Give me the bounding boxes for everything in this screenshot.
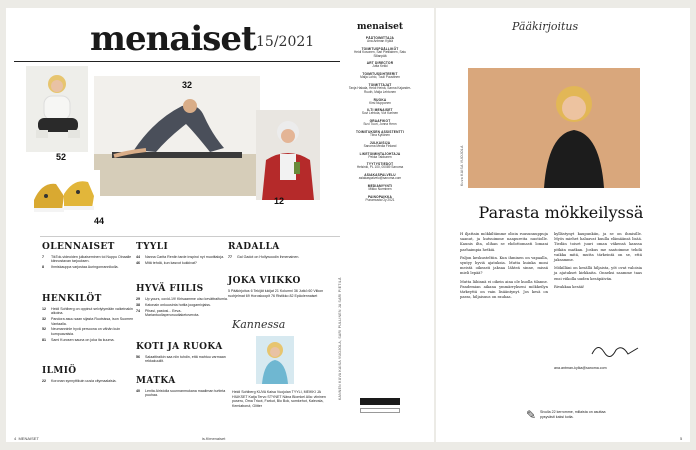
credit-block: TOIMITUKSEN ASSISTENTTI Tiina Kyllönen bbox=[356, 129, 404, 137]
section-title: OLENNAISET bbox=[42, 242, 115, 252]
section-title: ILMIÖ bbox=[42, 366, 77, 376]
photo-cover-heidi bbox=[256, 336, 294, 384]
publisher-logos bbox=[360, 398, 400, 413]
photo-yoga-stretch bbox=[94, 76, 260, 196]
vertical-photo-credit: KANNEN KUVA KAISA VUOJOLA, SARI PULLINEN JA SARI PIETILÄ bbox=[338, 277, 342, 400]
section-koti-ja-ruoka bbox=[136, 342, 232, 365]
list-item: 56 Salaattiraikin saa niin tuhdin, että mahtuu varmaan rekkakuuliit. bbox=[136, 355, 226, 364]
photo-woman-smiling bbox=[256, 110, 320, 200]
section-title: KOTI JA RUOKA bbox=[136, 342, 223, 352]
section-title: TYYLI bbox=[136, 242, 169, 252]
list-item: 77 Gal Gadot on Hollywoodin ihmenainen. bbox=[228, 255, 300, 259]
kannessa-credits: Heidi Sohlberg KUVA Kaisa Vuojolan TYYLI, MEIKKI JA HIUKSET Katja Tervo STYNET Näna Blomkel Alla: viininen puseru, Öma Tricot, Farkut, Blo Bok, somkehot, Kalevala, Kemiaborut, Glitter bbox=[232, 390, 326, 408]
list-item: 81 Sami Kurosen sauna on joka ita kuuma. bbox=[42, 337, 115, 342]
list-item: 44 Nanna Carita Renlin tarde inspiroi nyt muotitaloja. bbox=[136, 255, 225, 259]
masthead-credits bbox=[348, 22, 412, 206]
section-tyyli bbox=[136, 242, 232, 267]
masthead-rule bbox=[14, 61, 340, 62]
paragraph: kyllästynyt kaupunkiin, ja se on ihmisille. Myös miehet haluavat kuulla elämäänsä lisää. Tiedän toiset juuri oman väkensä kanssa pitkän matkan. Joskus me saatoimme tehdä vaikka mitä, mutta tärkeintä on se, että jaksamme. bbox=[554, 232, 642, 263]
credit-block: ART DIRECTOR Jutta Kekki bbox=[366, 61, 394, 69]
credit-block: RUOKA Kirsi Nupponen bbox=[369, 97, 391, 105]
editorial-script-title: Pääkirjoitus bbox=[512, 20, 579, 33]
paragraph: Rivakkaa kesää! bbox=[554, 284, 585, 289]
credit-block: PÄÄTOIMITTAJA Ana Antman Kylkä bbox=[365, 36, 395, 43]
list-item: 40 Lenita Airistolla suunnanmukana maailman turtinta puuhaa. bbox=[136, 389, 226, 398]
page-ref-44: 44 bbox=[94, 216, 105, 226]
section-olennaiset bbox=[42, 242, 138, 271]
teaser-text: Sivulla 22 kerromme, millaista on asuttaa pysyvästi kaksi kotia. bbox=[540, 410, 606, 419]
logo-badge bbox=[360, 398, 400, 405]
editor-email: ana.antman-kylka@sanoma.com bbox=[554, 366, 607, 370]
section-ilmio bbox=[42, 366, 138, 385]
credit-block: PAINOPAIKKA Punamusta Oy 2021 bbox=[365, 194, 395, 202]
page-ref-bubble-icon: ✎ bbox=[526, 408, 537, 422]
paragraph: Mökilläni on kesällä hiljaista, yöt ovat valoisia ja ajatukset kirkkaita. Onneksi saamme taas ensi viikolla uuden kesäpäivän. bbox=[554, 266, 642, 281]
credits-logo: menaiset bbox=[357, 22, 403, 32]
list-item: 38 Katonain onkuusinta hottia joogamixjaiss. bbox=[136, 302, 211, 307]
footer-url: is.fi/menaiset bbox=[202, 436, 226, 441]
section-radalla bbox=[228, 242, 334, 261]
photo-woman-sitting bbox=[26, 66, 88, 152]
paragraph: Paljon keskusteltiin. Kun ihminen on vapaalla, syntyy hyviä ajatuksia. Mutta kuinka moni meistä oikeasti jaksaa lähteä sinne, missä mieli lepää? bbox=[460, 255, 548, 276]
photo-editor-portrait bbox=[468, 68, 640, 188]
paragraph: H iljattain mökkiltämme olisin ruusunnuppuja saanut, ja kutsuimme naapureita nuotiolle. Kaunis ilta, olihan se ehdottomasti lomani parhaimpia hetkiä. bbox=[460, 232, 548, 252]
section-matka bbox=[136, 376, 232, 399]
credit-block: GRAAFIKOT Suvi Tuuri, Jonna Henn bbox=[363, 119, 397, 127]
page-number-right: 5 bbox=[680, 436, 683, 441]
masthead-title: menaiset bbox=[90, 19, 256, 59]
vertical-photo-credit-right: Kuva KAISA VUOJOLA bbox=[460, 145, 464, 186]
issue-number: 15/2021 bbox=[256, 34, 315, 50]
signature bbox=[590, 340, 640, 360]
paragraph: Mutta lähinnä ei oikein aina ole kuolla tilanne. Pandemian aikana ymmärrykseni mökkeilyn tärkeyttä on vain lisääntynyt. Jos kesä on paras, hiljaisuus on rauhaa. bbox=[460, 279, 548, 300]
section-title: MATKA bbox=[136, 376, 176, 386]
section-title: HENKILÖT bbox=[42, 294, 102, 304]
list-item: 7 TikTok-videoiden julkaiseminen toi Nuppu Oinaalle kiinnostavan tarjouksen. bbox=[42, 255, 132, 264]
credit-block: ILTI MENAISET Suvi Lehtola, Vivi Karinen bbox=[361, 108, 399, 116]
list-item: 22 Koronan synnyttikuin uusia citymaalaisia. bbox=[42, 379, 117, 383]
credit-block: MEDIAMYYNTI Mikko Nurminen bbox=[367, 183, 393, 191]
page-ref-32: 32 bbox=[182, 80, 193, 90]
page-number-left: 4 MENAISET bbox=[14, 436, 39, 441]
list-item: 46 Mitä tehdä, kun kasvot kukkivat? bbox=[136, 260, 197, 265]
section-title: HYVÄ FIILIS bbox=[136, 284, 204, 294]
editorial-column-1 bbox=[460, 232, 548, 303]
credit-block: TOIMITUSSIHTEERIT Malja Lohio, Tuuli Puustinen bbox=[360, 72, 400, 80]
editorial-headline: Parasta mökkeilyssä bbox=[478, 203, 644, 222]
credit-block: JULKAISIJA Sanoma Media Finland bbox=[363, 140, 397, 148]
list-item: 12 Heidi Sohlberg on oppinut selviytymään vaikeinakin aikoina. bbox=[42, 307, 133, 316]
section-divider bbox=[40, 236, 340, 237]
joka-viikko-text: 5 Pääkirjoitus 6 Tekijät lukijat 21 Kolumni 36 Jutkö 60 Viikon ruohjelmat 69 Horoskoopit 76 Ristikko 82 Epäolennaiset bbox=[228, 289, 324, 298]
list-item: 8 Ihmiskauppa varjostaa Auringonrannikolla. bbox=[42, 265, 119, 270]
list-item: 29 Up yours, covid-19! Kirisaamme uiso kevättraifumia. bbox=[136, 297, 228, 301]
section-title: RADALLA bbox=[228, 242, 280, 252]
credit-block: ASIAKASPALVELU asiakaspalvelu@sanoma.com bbox=[358, 173, 402, 181]
page-ref-52: 52 bbox=[56, 152, 67, 162]
credit-block: TYYTYSTIEDOT Helsinki, PL 100, 00089 Sanoma bbox=[356, 162, 404, 170]
kannessa-script: Kannessa bbox=[232, 318, 286, 331]
section-joka-viikko bbox=[228, 276, 334, 298]
photo-sneakers bbox=[28, 170, 100, 220]
list-item: 52 Neumanninle hyvä persoona on vähän kuin kumpuavaisia. bbox=[42, 327, 121, 336]
list-item: 74 Pihasi, pastosi... Eeva-Mariantuoliaperunuutiaketoverota. bbox=[136, 308, 200, 317]
credit-block: TOIMITTAJAT Tanja Hakala, Heidi Heinä, Sanna Kajander-Ruuth, Malja Lehtonen bbox=[348, 82, 412, 94]
editorial-column-2 bbox=[554, 232, 642, 293]
section-hyva-fiilis bbox=[136, 284, 232, 319]
page-ref-12: 12 bbox=[274, 196, 285, 206]
list-item: 32 Pandora asuu saan sijasta Ruotsissa, ison Suomen Vantaalla. bbox=[42, 317, 134, 326]
section-title: JOKA VIIKKO bbox=[228, 276, 301, 286]
credit-block: LIKETOIMINTAJOHTAJA Pekka Takkunen bbox=[359, 151, 401, 159]
logo-badge bbox=[360, 408, 400, 413]
credit-block: TOIMITUSPÄÄLLIKÖT Heidi Kosonen, Sari Pietilainen, Satu Sillanpää bbox=[353, 46, 407, 58]
section-henkilot bbox=[42, 294, 138, 343]
